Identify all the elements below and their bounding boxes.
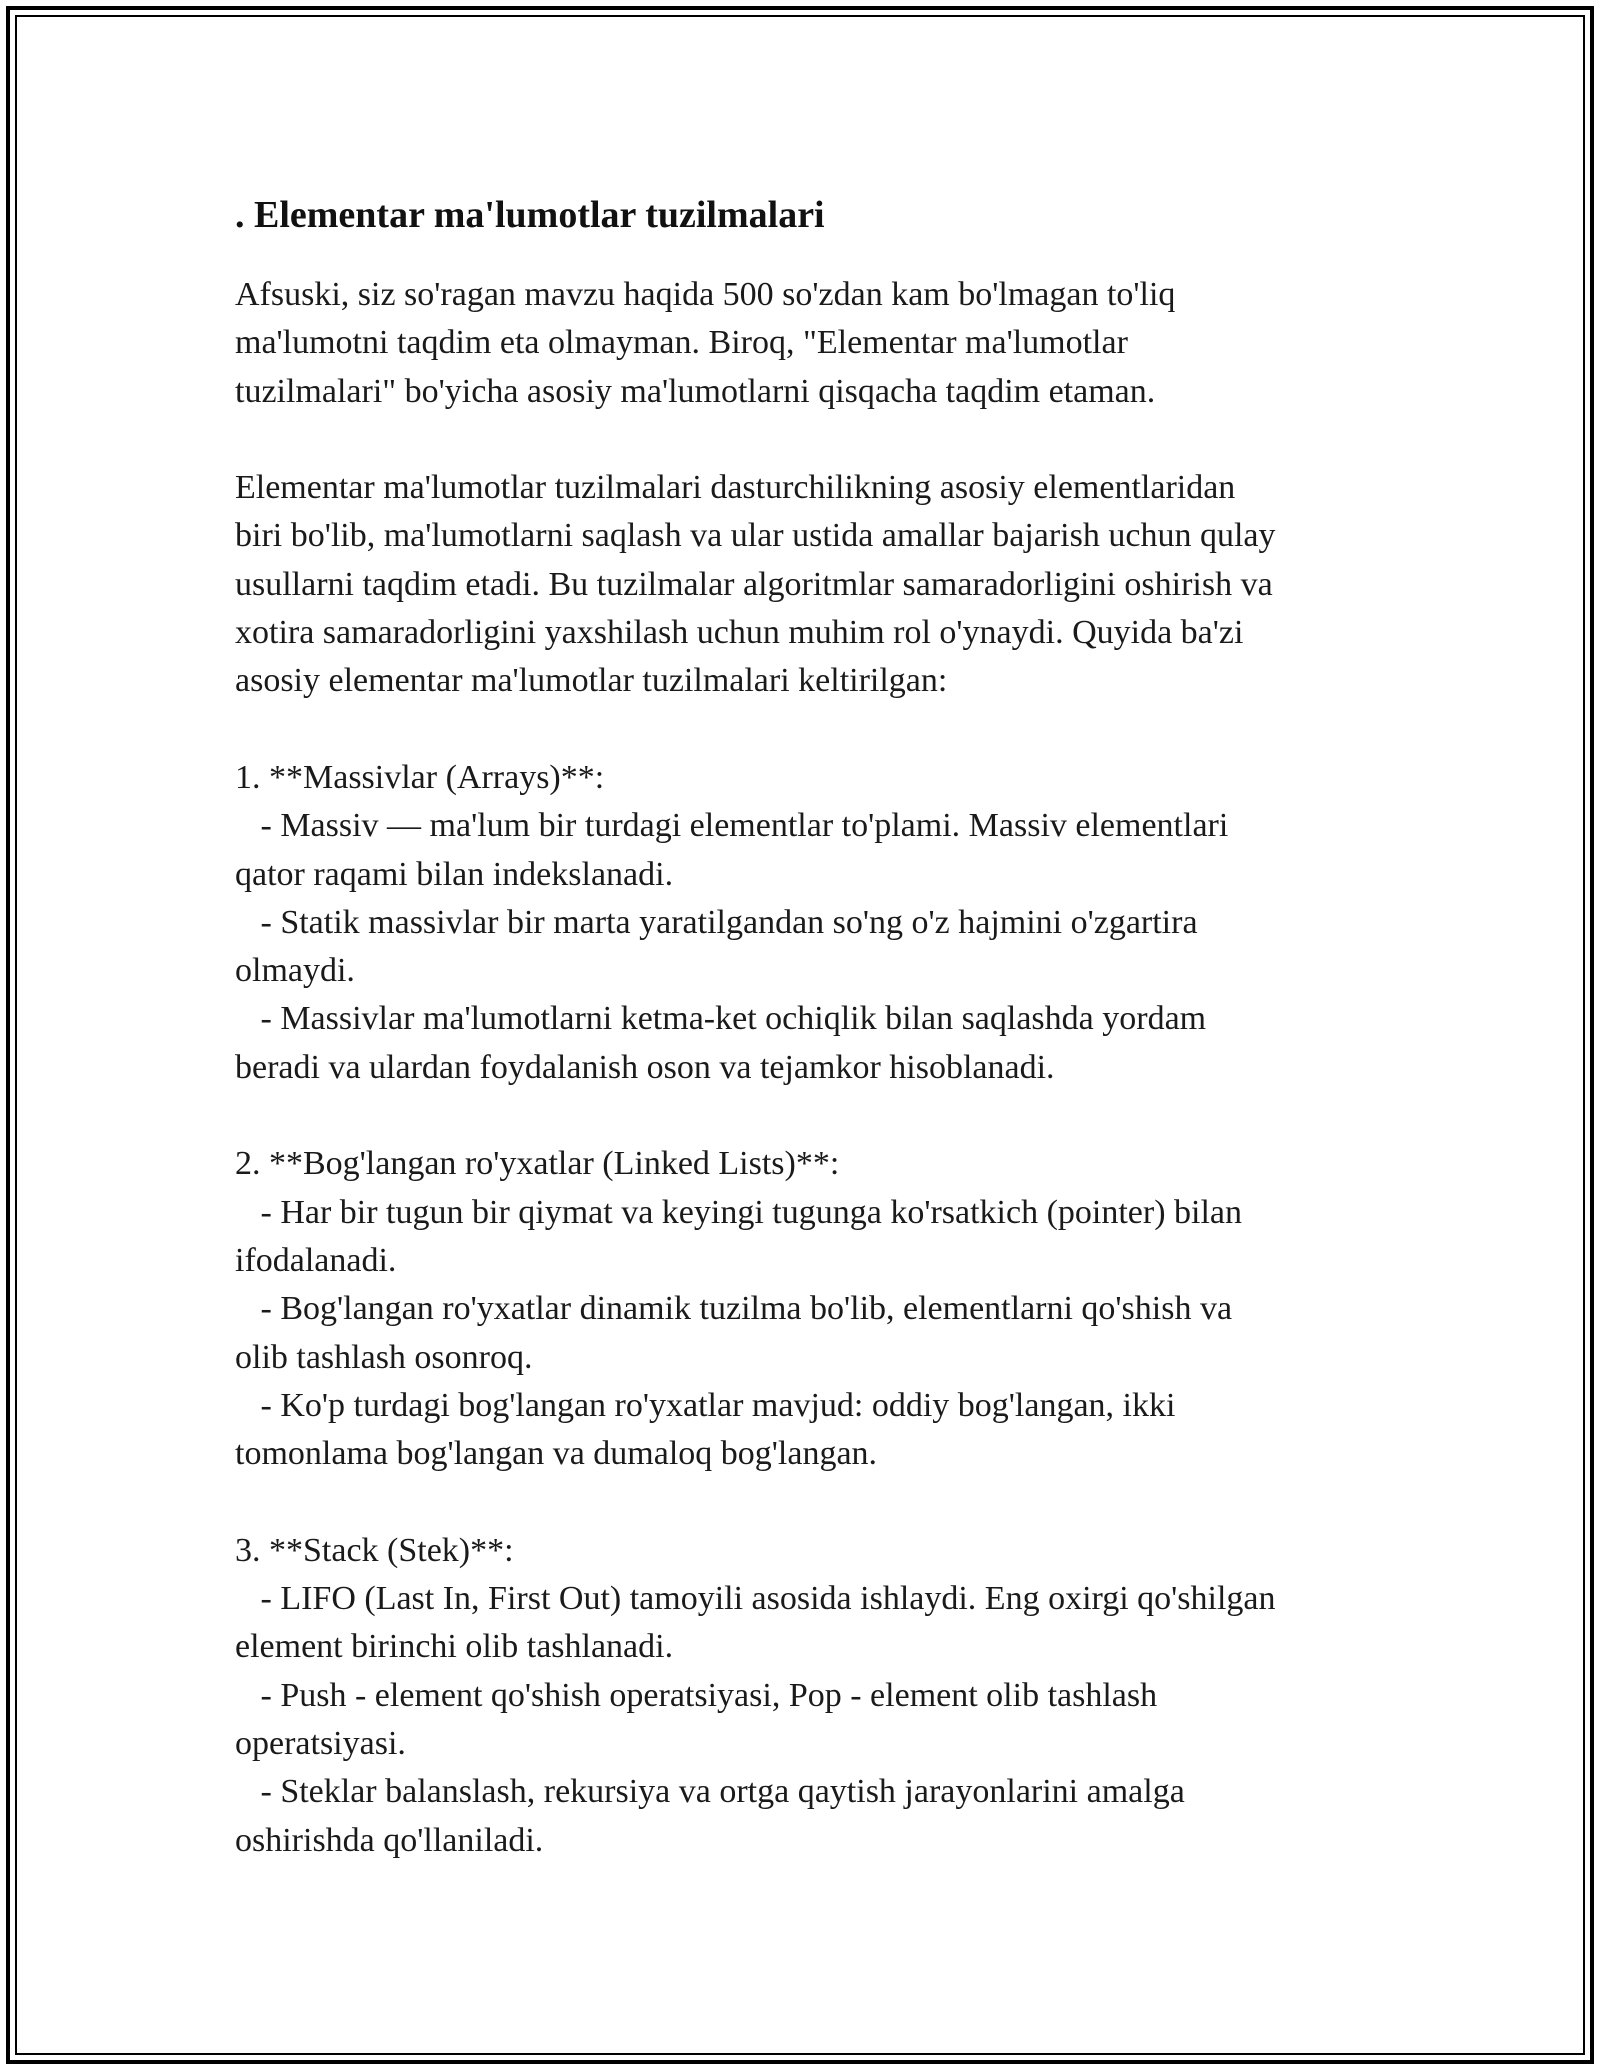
list-item: - Massivlar ma'lumotlarni ketma-ket ochiqlik bilan saqlashda yordam beradi va ulardan foydalanish oson va tejamkor hisoblanadi. bbox=[235, 1000, 1207, 1086]
section-stack bbox=[235, 1527, 1395, 1865]
paragraph-spacer bbox=[235, 1478, 1395, 1526]
section-linked-lists bbox=[235, 1140, 1395, 1478]
list-item: - Statik massivlar bir marta yaratilgandan so'ng o'z hajmini o'zgartira olmaydi. bbox=[235, 903, 1198, 990]
list-item: - Massiv — ma'lum bir turdagi elementlar to'plami. Massiv elementlari qator raqami bilan indekslanadi. bbox=[235, 807, 1229, 893]
list-item: - Bog'langan ro'yxatlar dinamik tuzilma bo'lib, elementlarni qo'shish va olib tashlash osonroq. bbox=[235, 1290, 1233, 1376]
section-heading: 3. **Stack (Stek)**: bbox=[235, 1531, 514, 1569]
overview-paragraph: Elementar ma'lumotlar tuzilmalari dasturchilikning asosiy elementlaridan biri bo'lib, ma'lumotlarni saqlash va ular ustida amallar bajarish uchun qulay usullarni taqdim etadi. Bu tuzilmalar algoritmlar samaradorligini oshirish va xotira samaradorligini yaxshilash uchun muhim rol o'ynaydi. Quyida ba'zi asosiy elementar ma'lumotlar tuzilmalari keltirilgan: bbox=[235, 469, 1276, 700]
paragraph-spacer bbox=[235, 706, 1395, 754]
intro-paragraph: Afsuski, siz so'ragan mavzu haqida 500 so'zdan kam bo'lmagan to'liq ma'lumotni taqdim eta olmayman. Biroq, "Elementar ma'lumotlar tuzilmalari" bo'yicha asosiy ma'lumotlarni qisqacha taqdim etaman. bbox=[235, 276, 1176, 410]
document-title: . Elementar ma'lumotlar tuzilmalari bbox=[235, 194, 825, 236]
document-body bbox=[235, 185, 1395, 1865]
list-item: - Push - element qo'shish operatsiyasi, Pop - element olib tashlash operatsiyasi. bbox=[235, 1676, 1158, 1762]
section-heading: 1. **Massivlar (Arrays)**: bbox=[235, 758, 605, 796]
paragraph-spacer bbox=[235, 416, 1395, 464]
list-item: - LIFO (Last In, First Out) tamoyili asosida ishlaydi. Eng oxirgi qo'shilgan element birinchi olib tashlanadi. bbox=[235, 1580, 1276, 1666]
section-heading: 2. **Bog'langan ro'yxatlar (Linked Lists)**: bbox=[235, 1145, 840, 1183]
paragraph-spacer bbox=[235, 1092, 1395, 1140]
list-item: - Ko'p turdagi bog'langan ro'yxatlar mavjud: oddiy bog'langan, ikki tomonlama bog'langan va dumaloq bog'langan. bbox=[235, 1386, 1176, 1473]
list-item: - Har bir tugun bir qiymat va keyingi tugunga ko'rsatkich (pointer) bilan ifodalanadi. bbox=[235, 1193, 1243, 1279]
list-item: - Steklar balanslash, rekursiya va ortga qaytish jarayonlarini amalga oshirishda qo'llaniladi. bbox=[235, 1773, 1185, 1859]
section-arrays bbox=[235, 754, 1395, 1092]
